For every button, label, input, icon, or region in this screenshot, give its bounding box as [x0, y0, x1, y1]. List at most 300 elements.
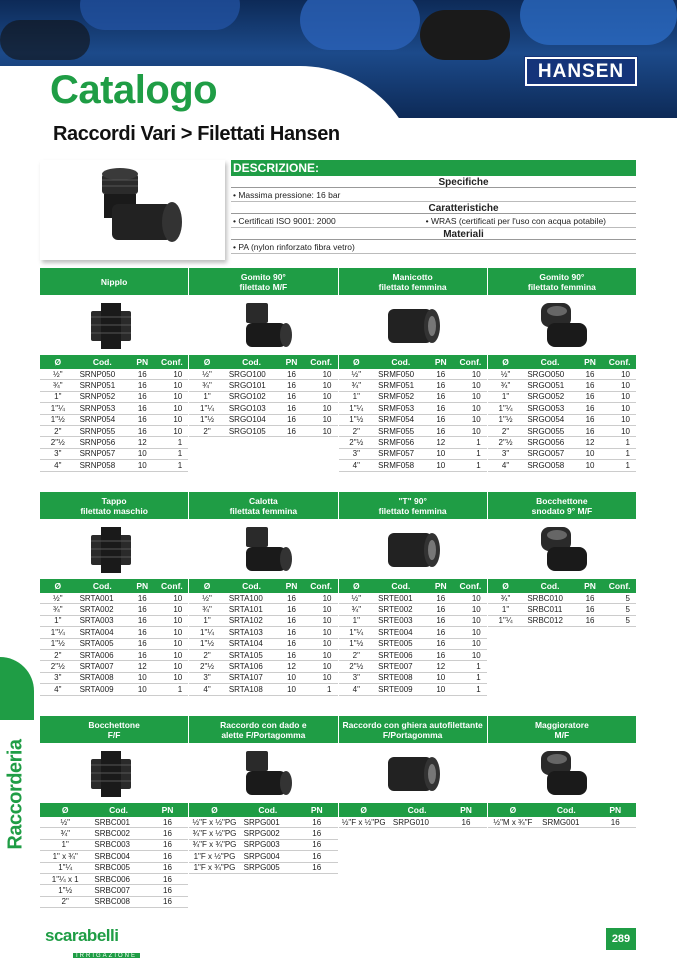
table-row: [189, 403, 337, 414]
table-body: [40, 593, 189, 696]
table-cell: 2"½: [498, 438, 513, 448]
product-image: [488, 295, 636, 355]
table-cell: ¾": [351, 605, 362, 615]
category-header: [189, 716, 338, 743]
table-cell: 1": [501, 392, 510, 402]
fitting-icon: [228, 297, 298, 353]
table-cell: 10: [322, 673, 332, 683]
table-row: [339, 673, 487, 684]
category-title-1: Maggioratore: [534, 719, 589, 730]
hansen-logo: HANSEN: [525, 57, 637, 86]
table-cell: 10: [322, 650, 332, 660]
table-cell: ½": [500, 369, 511, 379]
table-cell: 1": [203, 392, 211, 402]
table-cell: SRTA104: [228, 639, 263, 649]
category-title-1: Calotta: [248, 495, 278, 506]
table-body: [189, 817, 338, 908]
table-cell: 10: [173, 605, 183, 615]
category-title-2: M/F: [554, 729, 570, 740]
table-cell: SRBC003: [94, 840, 130, 850]
table-cell: 10: [621, 392, 630, 402]
table-cell: 16: [610, 817, 620, 827]
table-cell: 12: [585, 438, 595, 448]
table-cell: 1: [327, 684, 332, 694]
table-cell: 10: [173, 392, 183, 402]
table-cell: ¾"F x ¾"PG: [192, 840, 237, 850]
table-cell: 16: [137, 639, 147, 649]
column-header-conf: Conf.: [608, 581, 631, 591]
table-cell: SRNP055: [79, 426, 116, 436]
product-image: [488, 519, 636, 579]
description-heading: DESCRIZIONE:: [231, 160, 636, 176]
category-header: [339, 492, 488, 519]
table-cell: 16: [163, 886, 172, 896]
product-grid-3: [40, 716, 636, 908]
table-cell: 16: [312, 829, 322, 839]
table-cell: 16: [287, 403, 296, 413]
table-cell: 10: [621, 426, 630, 436]
column-header-conf: Conf.: [161, 357, 183, 367]
table-cell: 16: [287, 616, 296, 626]
table-cell: 5: [625, 605, 630, 615]
table-cell: 1"¼ x 1: [51, 874, 79, 884]
table-cell: SRMF057: [378, 449, 415, 459]
column-header-d: Ø: [203, 357, 211, 367]
table-cell: ¾": [53, 605, 63, 615]
table-cell: 12: [436, 438, 446, 448]
spec-materiale: • PA (nylon rinforzato fibra vetro): [231, 240, 636, 254]
table-cell: 16: [312, 863, 322, 873]
table-cell: 1"¼: [50, 403, 65, 413]
product-image: [339, 743, 488, 803]
column-header-cod: Cod.: [109, 805, 128, 815]
table-cell: 16: [436, 415, 446, 425]
spec-certificati-row: [231, 214, 636, 228]
table-cell: SRPG001: [243, 817, 280, 827]
table-row: [339, 684, 487, 695]
table-cell: SRMF056: [378, 438, 415, 448]
column-header-pn: PN: [310, 805, 323, 815]
table-body: [339, 817, 488, 908]
table-cell: SRTA006: [79, 650, 114, 660]
table-row: [339, 460, 487, 471]
table-row: [339, 449, 487, 460]
table-cell: 10: [322, 392, 332, 402]
table-row: [40, 885, 188, 896]
table-cell: 16: [585, 426, 595, 436]
table-cell: 1"½: [200, 639, 215, 649]
table-row: [488, 449, 636, 460]
table-cell: 2"½: [50, 438, 65, 448]
table-cell: SRPG005: [243, 863, 280, 873]
table-cell: 1: [476, 662, 481, 672]
table-cell: 10: [137, 449, 147, 459]
table-cell: 2"½: [200, 662, 215, 672]
table-cell: 16: [585, 415, 595, 425]
table-header: [189, 579, 338, 593]
caratteristiche-heading: Caratteristiche: [231, 202, 636, 214]
table-row: [339, 604, 487, 615]
category-title-1: Gomito 90°: [539, 271, 585, 282]
table-cell: 16: [436, 616, 446, 626]
table-cell: 1: [177, 460, 183, 470]
table-cell: 1: [177, 438, 183, 448]
table-cell: 1: [476, 684, 481, 694]
table-cell: SRTA007: [79, 662, 114, 672]
table-cell: 16: [461, 817, 471, 827]
category-header: [488, 716, 636, 743]
table-body: [488, 593, 636, 696]
spec-pressione: • Massima pressione: 16 bar: [231, 188, 636, 202]
table-cell: SRTA008: [79, 673, 114, 683]
table-row: [40, 392, 188, 403]
table-cell: SRTA002: [79, 605, 114, 615]
category-title-1: Bocchettone: [536, 495, 588, 506]
table-cell: SRTA009: [79, 684, 114, 694]
table-row: [189, 840, 337, 851]
table-cell: 16: [163, 863, 172, 873]
specifiche-heading: Specifiche: [231, 176, 636, 188]
page-title: Catalogo: [50, 68, 218, 112]
table-cell: SRTE006: [378, 650, 413, 660]
table-cell: 16: [137, 369, 147, 379]
column-header-cod: Cod.: [391, 357, 411, 367]
table-cell: SRTA101: [228, 605, 263, 615]
table-cell: ¾": [202, 381, 212, 391]
spec-wras: • WRAS (certificati per l'uso con acqua potabile): [425, 216, 606, 226]
category-title-2: filettato femmina: [527, 281, 596, 292]
table-cell: SRTE007: [378, 662, 413, 672]
table-row: [189, 673, 337, 684]
table-cell: 1"F x ½"PG: [193, 851, 236, 861]
category-title-2: F/F: [107, 729, 121, 740]
table-row: [488, 426, 636, 437]
table-cell: 10: [621, 381, 630, 391]
table-cell: ¾": [202, 605, 212, 615]
table-cell: 12: [436, 662, 446, 672]
table-header: [189, 355, 338, 369]
table-cell: 10: [621, 415, 630, 425]
table-row: [339, 650, 487, 661]
table-cell: 4": [54, 684, 62, 694]
table-cell: SRGO104: [228, 415, 266, 425]
column-header-pn: PN: [161, 805, 174, 815]
table-cell: 16: [137, 426, 147, 436]
table-cell: 1"¼: [349, 627, 364, 637]
table-cell: 16: [137, 605, 147, 615]
table-header: [189, 803, 338, 817]
table-cell: 10: [173, 616, 183, 626]
table-cell: ½": [202, 369, 212, 379]
column-header-conf: Conf.: [459, 581, 482, 591]
table-row: [189, 639, 337, 650]
table-cell: 10: [322, 593, 332, 603]
table-row: [488, 369, 636, 380]
column-header-d: Ø: [360, 805, 367, 815]
table-cell: 2"½: [50, 662, 65, 672]
category-title-2: Nipplo: [100, 276, 128, 287]
table-row: [488, 437, 636, 448]
table-cell: SRGO105: [228, 426, 266, 436]
table-cell: 16: [137, 650, 147, 660]
table-cell: SRGO103: [228, 403, 266, 413]
table-row: [40, 460, 188, 471]
table-cell: SRGO058: [527, 460, 565, 470]
table-cell: 16: [137, 627, 147, 637]
table-cell: SRBC008: [94, 897, 130, 907]
table-cell: SRNP058: [79, 460, 116, 470]
description-panel: [231, 160, 636, 254]
table-row: [40, 840, 188, 851]
product-image: [339, 519, 488, 579]
category-title-2: filettato M/F: [239, 281, 288, 292]
table-row: [339, 380, 487, 391]
table-cell: SRTE004: [378, 627, 413, 637]
table-cell: 1": [54, 616, 62, 626]
table-cell: 10: [137, 673, 147, 683]
table-cell: 4": [203, 684, 211, 694]
table-cell: 16: [163, 840, 172, 850]
table-cell: 10: [471, 605, 481, 615]
table-cell: SRTA100: [228, 593, 263, 603]
column-header-d: Ø: [352, 357, 360, 367]
category-title-2: filettato maschio: [80, 505, 148, 516]
table-row: [40, 616, 188, 627]
table-cell: 1": [352, 616, 360, 626]
table-cell: 16: [436, 650, 446, 660]
table-cell: 16: [436, 627, 446, 637]
table-cell: 10: [173, 639, 183, 649]
category-title-1: Bocchettone: [88, 719, 140, 730]
column-header-conf: Conf.: [161, 581, 183, 591]
table-cell: 2": [54, 650, 62, 660]
table-cell: 10: [173, 403, 183, 413]
table-row: [40, 426, 188, 437]
category-title-2: filettato femmina: [378, 505, 447, 516]
table-row: [339, 437, 487, 448]
table-cell: SRNP057: [79, 449, 116, 459]
materiali-heading: Materiali: [231, 228, 636, 240]
table-row: [40, 627, 188, 638]
table-cell: ¾": [60, 829, 70, 839]
table-cell: SRNP056: [79, 438, 116, 448]
product-image: [40, 743, 189, 803]
table-row: [40, 874, 188, 885]
table-body: [189, 593, 338, 696]
table-row: [488, 403, 636, 414]
table-cell: 10: [173, 627, 183, 637]
fitting-icon: [378, 521, 448, 577]
table-cell: SRGO056: [527, 438, 565, 448]
table-cell: SRPG010: [392, 817, 429, 827]
table-row: [339, 392, 487, 403]
table-cell: 10: [436, 460, 446, 470]
category-title-2: filettata femmina: [229, 505, 298, 516]
table-cell: SRBC012: [527, 616, 563, 626]
table-cell: 10: [173, 381, 183, 391]
table-cell: SRPG003: [243, 840, 280, 850]
product-image: [189, 743, 338, 803]
table-row: [189, 415, 337, 426]
table-cell: 10: [471, 616, 481, 626]
table-cell: 1"F x ¾"PG: [193, 863, 236, 873]
table-cell: 16: [436, 369, 446, 379]
table-body: [488, 369, 636, 472]
product-grid-2: [40, 492, 636, 696]
table-row: [339, 616, 487, 627]
table-row: [189, 817, 337, 828]
table-cell: 16: [163, 829, 172, 839]
table-cell: 1": [61, 840, 69, 850]
table-row: [189, 650, 337, 661]
category-title-2: filettato femmina: [378, 281, 447, 292]
table-cell: SRMG001: [542, 817, 580, 827]
table-cell: 16: [287, 605, 296, 615]
scarabelli-logo: [45, 926, 165, 958]
column-header-d: Ø: [54, 581, 62, 591]
table-cell: 1"¼: [200, 627, 215, 637]
fitting-icon: [378, 745, 448, 801]
table-cell: 10: [322, 639, 332, 649]
table-cell: SRTE009: [378, 684, 413, 694]
table-cell: 10: [621, 369, 630, 379]
table-header: [339, 579, 488, 593]
fitting-icon: [527, 297, 597, 353]
table-cell: ½": [351, 593, 362, 603]
category-header: [488, 492, 636, 519]
table-cell: ½": [53, 593, 63, 603]
table-cell: 1"¼: [58, 863, 73, 873]
column-header-conf: Conf.: [310, 357, 333, 367]
table-row: [488, 415, 636, 426]
table-cell: 2": [203, 650, 211, 660]
table-cell: SRGO050: [527, 369, 565, 379]
category-title-1: Raccordo con dado e: [220, 719, 307, 730]
table-row: [339, 817, 487, 828]
table-cell: 10: [471, 593, 481, 603]
table-row: [189, 616, 337, 627]
table-cell: 1"½: [498, 415, 513, 425]
table-cell: SRTA108: [228, 684, 263, 694]
table-cell: 10: [585, 460, 595, 470]
table-row: [40, 661, 188, 672]
category-header: [40, 268, 189, 295]
fitting-icon: [79, 521, 149, 577]
table-cell: SRTE005: [378, 639, 413, 649]
table-cell: 4": [501, 460, 510, 470]
table-cell: ¾": [500, 381, 511, 391]
table-row: [40, 593, 188, 604]
table-cell: 12: [287, 662, 296, 672]
product-image: [40, 519, 189, 579]
table-cell: 16: [585, 593, 595, 603]
category-title-2: F/Portagomma: [382, 729, 443, 740]
table-cell: 10: [436, 673, 446, 683]
product-image: [339, 295, 488, 355]
table-cell: SRGO102: [228, 392, 266, 402]
table-cell: SRTA005: [79, 639, 114, 649]
table-cell: 10: [322, 662, 332, 672]
table-cell: 12: [137, 438, 147, 448]
table-cell: SRBC002: [94, 829, 130, 839]
table-cell: SRMF058: [378, 460, 415, 470]
table-cell: 1"½: [349, 415, 364, 425]
table-cell: 16: [436, 605, 446, 615]
table-row: [189, 684, 337, 695]
table-cell: SRTA003: [79, 616, 114, 626]
category-header: [189, 268, 338, 295]
table-row: [40, 380, 188, 391]
table-cell: ½": [60, 817, 70, 827]
table-row: [40, 817, 188, 828]
column-header-d: Ø: [211, 805, 218, 815]
column-header-cod: Cod.: [540, 357, 560, 367]
column-header-pn: PN: [434, 581, 447, 591]
table-row: [189, 863, 337, 874]
table-cell: 16: [137, 415, 147, 425]
column-header-d: Ø: [203, 581, 211, 591]
table-cell: SRGO101: [228, 381, 266, 391]
table-row: [339, 369, 487, 380]
table-cell: 16: [287, 593, 296, 603]
column-header-cod: Cod.: [242, 581, 261, 591]
table-cell: 2": [203, 426, 211, 436]
table-cell: 16: [436, 403, 446, 413]
table-cell: 2": [352, 426, 360, 436]
column-header-pn: PN: [460, 805, 472, 815]
table-cell: 4": [352, 684, 360, 694]
table-cell: 16: [312, 817, 322, 827]
column-header-cod: Cod.: [258, 805, 278, 815]
column-header-d: Ø: [502, 357, 509, 367]
table-cell: 2": [54, 426, 62, 436]
elbow-fitting-icon: [40, 160, 225, 260]
table-cell: ½": [53, 369, 63, 379]
table-cell: SRNP051: [79, 381, 116, 391]
table-cell: 10: [322, 426, 332, 436]
table-row: [40, 415, 188, 426]
table-cell: ½": [351, 369, 362, 379]
category-header: [189, 492, 338, 519]
table-row: [488, 817, 636, 828]
table-row: [488, 604, 636, 615]
table-cell: 1: [177, 684, 183, 694]
table-cell: SRGO052: [527, 392, 565, 402]
table-cell: 16: [137, 593, 147, 603]
category-header: [488, 268, 636, 295]
table-cell: 16: [585, 616, 595, 626]
table-cell: 1"½: [58, 886, 73, 896]
table-cell: SRNP052: [79, 392, 116, 402]
table-cell: 5: [625, 593, 630, 603]
table-row: [40, 604, 188, 615]
table-row: [488, 392, 636, 403]
table-cell: SRNP050: [79, 369, 116, 379]
table-row: [40, 369, 188, 380]
table-cell: 10: [436, 449, 446, 459]
table-cell: 16: [585, 392, 595, 402]
table-cell: 10: [137, 460, 147, 470]
column-header-d: Ø: [61, 805, 69, 815]
column-header-cod: Cod.: [391, 581, 411, 591]
table-cell: 1"¼: [498, 616, 513, 626]
table-cell: 3": [54, 449, 62, 459]
table-row: [339, 415, 487, 426]
table-cell: 3": [501, 449, 510, 459]
column-header-pn: PN: [434, 357, 447, 367]
table-cell: 1"½: [200, 415, 215, 425]
table-cell: 10: [471, 426, 481, 436]
